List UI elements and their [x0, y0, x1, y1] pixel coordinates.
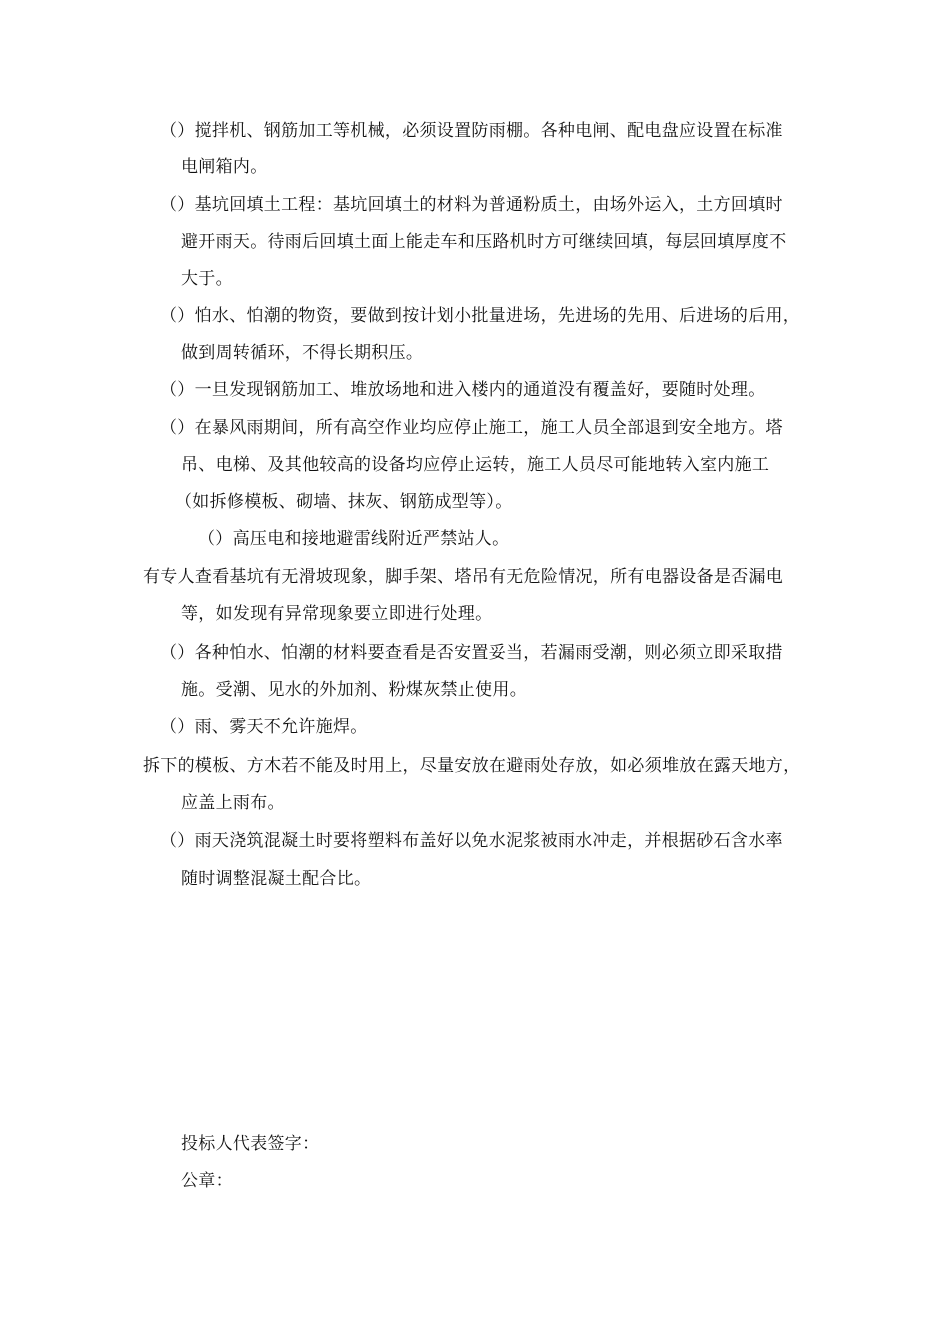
official-seal-label: 公章：: [181, 1171, 233, 1191]
item-2-line-2: 避开雨天。待雨后回填土面上能走车和压路机时方可继续回填，每层回填厚度不: [181, 232, 787, 252]
item-7-line-1: 有专人查看基坑有无滑坡现象，脚手架、塔吊有无危险情况，所有电器设备是否漏电: [143, 567, 784, 587]
bidder-representative-signature-label: 投标人代表签字：: [181, 1134, 320, 1154]
item-11-line-2: 随时调整混凝土配合比。: [181, 869, 372, 889]
item-3-line-2: 做到周转循环，不得长期积压。: [181, 343, 424, 363]
item-2-line-3: 大于。: [181, 269, 233, 289]
item-5-line-1: （）在暴风雨期间，所有高空作业均应停止施工，施工人员全部退到安全地方。塔: [160, 418, 783, 438]
item-11-line-1: （）雨天浇筑混凝土时要将塑料布盖好以免水泥浆被雨水冲走，并根据砂石含水率: [160, 831, 783, 851]
item-8-line-2: 施。受潮、见水的外加剂、粉煤灰禁止使用。: [181, 680, 527, 700]
item-8-line-1: （）各种怕水、怕潮的材料要查看是否安置妥当，若漏雨受潮，则必须立即采取措: [160, 643, 783, 663]
item-1-line-1: （）搅拌机、钢筋加工等机械，必须设置防雨棚。各种电闸、配电盘应设置在标准: [160, 121, 783, 141]
item-5-line-3: （如拆修模板、砌墙、抹灰、钢筋成型等）。: [175, 492, 513, 512]
item-4-line-1: （）一旦发现钢筋加工、堆放场地和进入楼内的通道没有覆盖好，要随时处理。: [160, 380, 766, 400]
item-3-line-1: （）怕水、怕潮的物资，要做到按计划小批量进场，先进场的先用、后进场的后用，: [160, 306, 801, 326]
item-7-line-2: 等，如发现有异常现象要立即进行处理。: [181, 604, 493, 624]
item-5-line-2: 吊、电梯、及其他较高的设备均应停止运转，施工人员尽可能地转入室内施工: [181, 455, 770, 475]
item-6-line-1: （）高压电和接地避雷线附近严禁站人。: [198, 529, 510, 549]
item-10-line-2: 应盖上雨布。: [181, 793, 285, 813]
item-9-line-1: （）雨、雾天不允许施焊。: [160, 717, 368, 737]
item-1-line-2: 电闸箱内。: [181, 157, 268, 177]
item-2-line-1: （）基坑回填土工程：基坑回填土的材料为普通粉质土，由场外运入，土方回填时: [160, 195, 783, 215]
item-10-line-1: 拆下的模板、方木若不能及时用上，尽量安放在避雨处存放，如必须堆放在露天地方，: [143, 756, 801, 776]
